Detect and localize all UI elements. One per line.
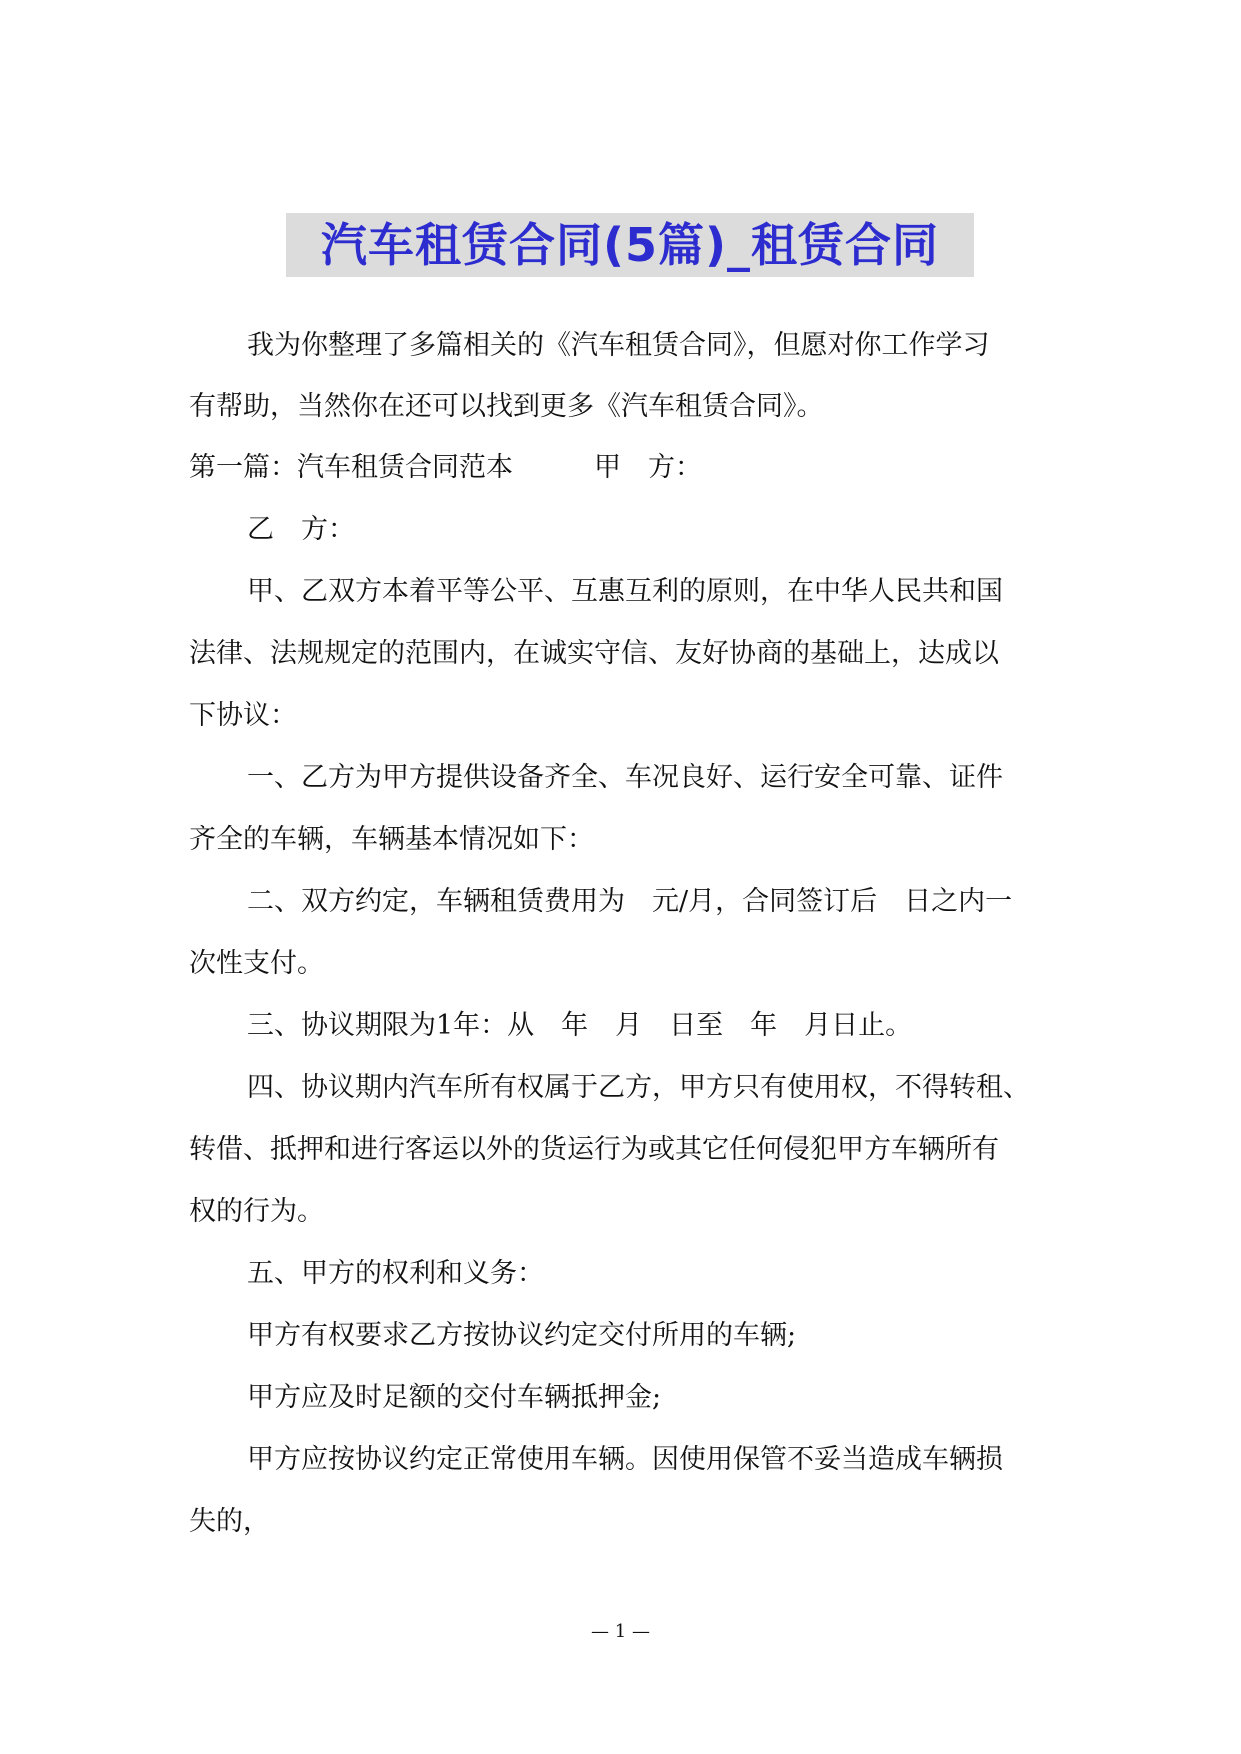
paragraph-line: 二、双方约定，车辆租赁费用为 元/月，合同签订后 日之内一 [247,886,1013,917]
paragraph-line: 乙 方： [247,514,355,545]
paragraph-line: 甲、乙双方本着平等公平、互惠互利的原则，在中华人民共和国 [247,576,1003,607]
paragraph-line: 四、协议期内汽车所有权属于乙方，甲方只有使用权，不得转租、 [247,1072,1030,1103]
paragraph-line: 甲方有权要求乙方按协议约定交付所用的车辆; [247,1320,797,1351]
paragraph-line: 次性支付。 [189,948,324,979]
paragraph-line: 齐全的车辆，车辆基本情况如下： [189,824,594,855]
paragraph-line: 甲方应及时足额的交付车辆抵押金; [247,1382,662,1413]
paragraph-line: 一、乙方为甲方提供设备齐全、车况良好、运行安全可靠、证件 [247,762,1003,793]
page-number: — 1 — [591,1621,650,1642]
paragraph-line: 甲方应按协议约定正常使用车辆。因使用保管不妥当造成车辆损 [247,1444,1003,1475]
paragraph-line: 转借、抵押和进行客运以外的货运行为或其它任何侵犯甲方车辆所有 [189,1134,999,1165]
paragraph-line: 失的， [189,1506,270,1537]
paragraph-line: 三、协议期限为1年：从 年 月 日至 年 月日止。 [247,1010,913,1041]
document-title: 汽车租赁合同(5篇)_租赁合同 [320,218,940,272]
paragraph-line: 我为你整理了多篇相关的《汽车租赁合同》，但愿对你工作学习 [247,330,990,361]
paragraph-line: 五、甲方的权利和义务： [247,1258,544,1289]
paragraph-line: 法律、法规规定的范围内，在诚实守信、友好协商的基础上，达成以 [189,638,999,669]
paragraph-line: 权的行为。 [189,1196,324,1227]
paragraph-line: 下协议： [189,700,297,731]
paragraph-line: 第一篇：汽车租赁合同范本 甲 方： [189,452,702,483]
title-highlight [286,213,974,277]
paragraph-line: 有帮助，当然你在还可以找到更多《汽车租赁合同》。 [189,391,824,422]
